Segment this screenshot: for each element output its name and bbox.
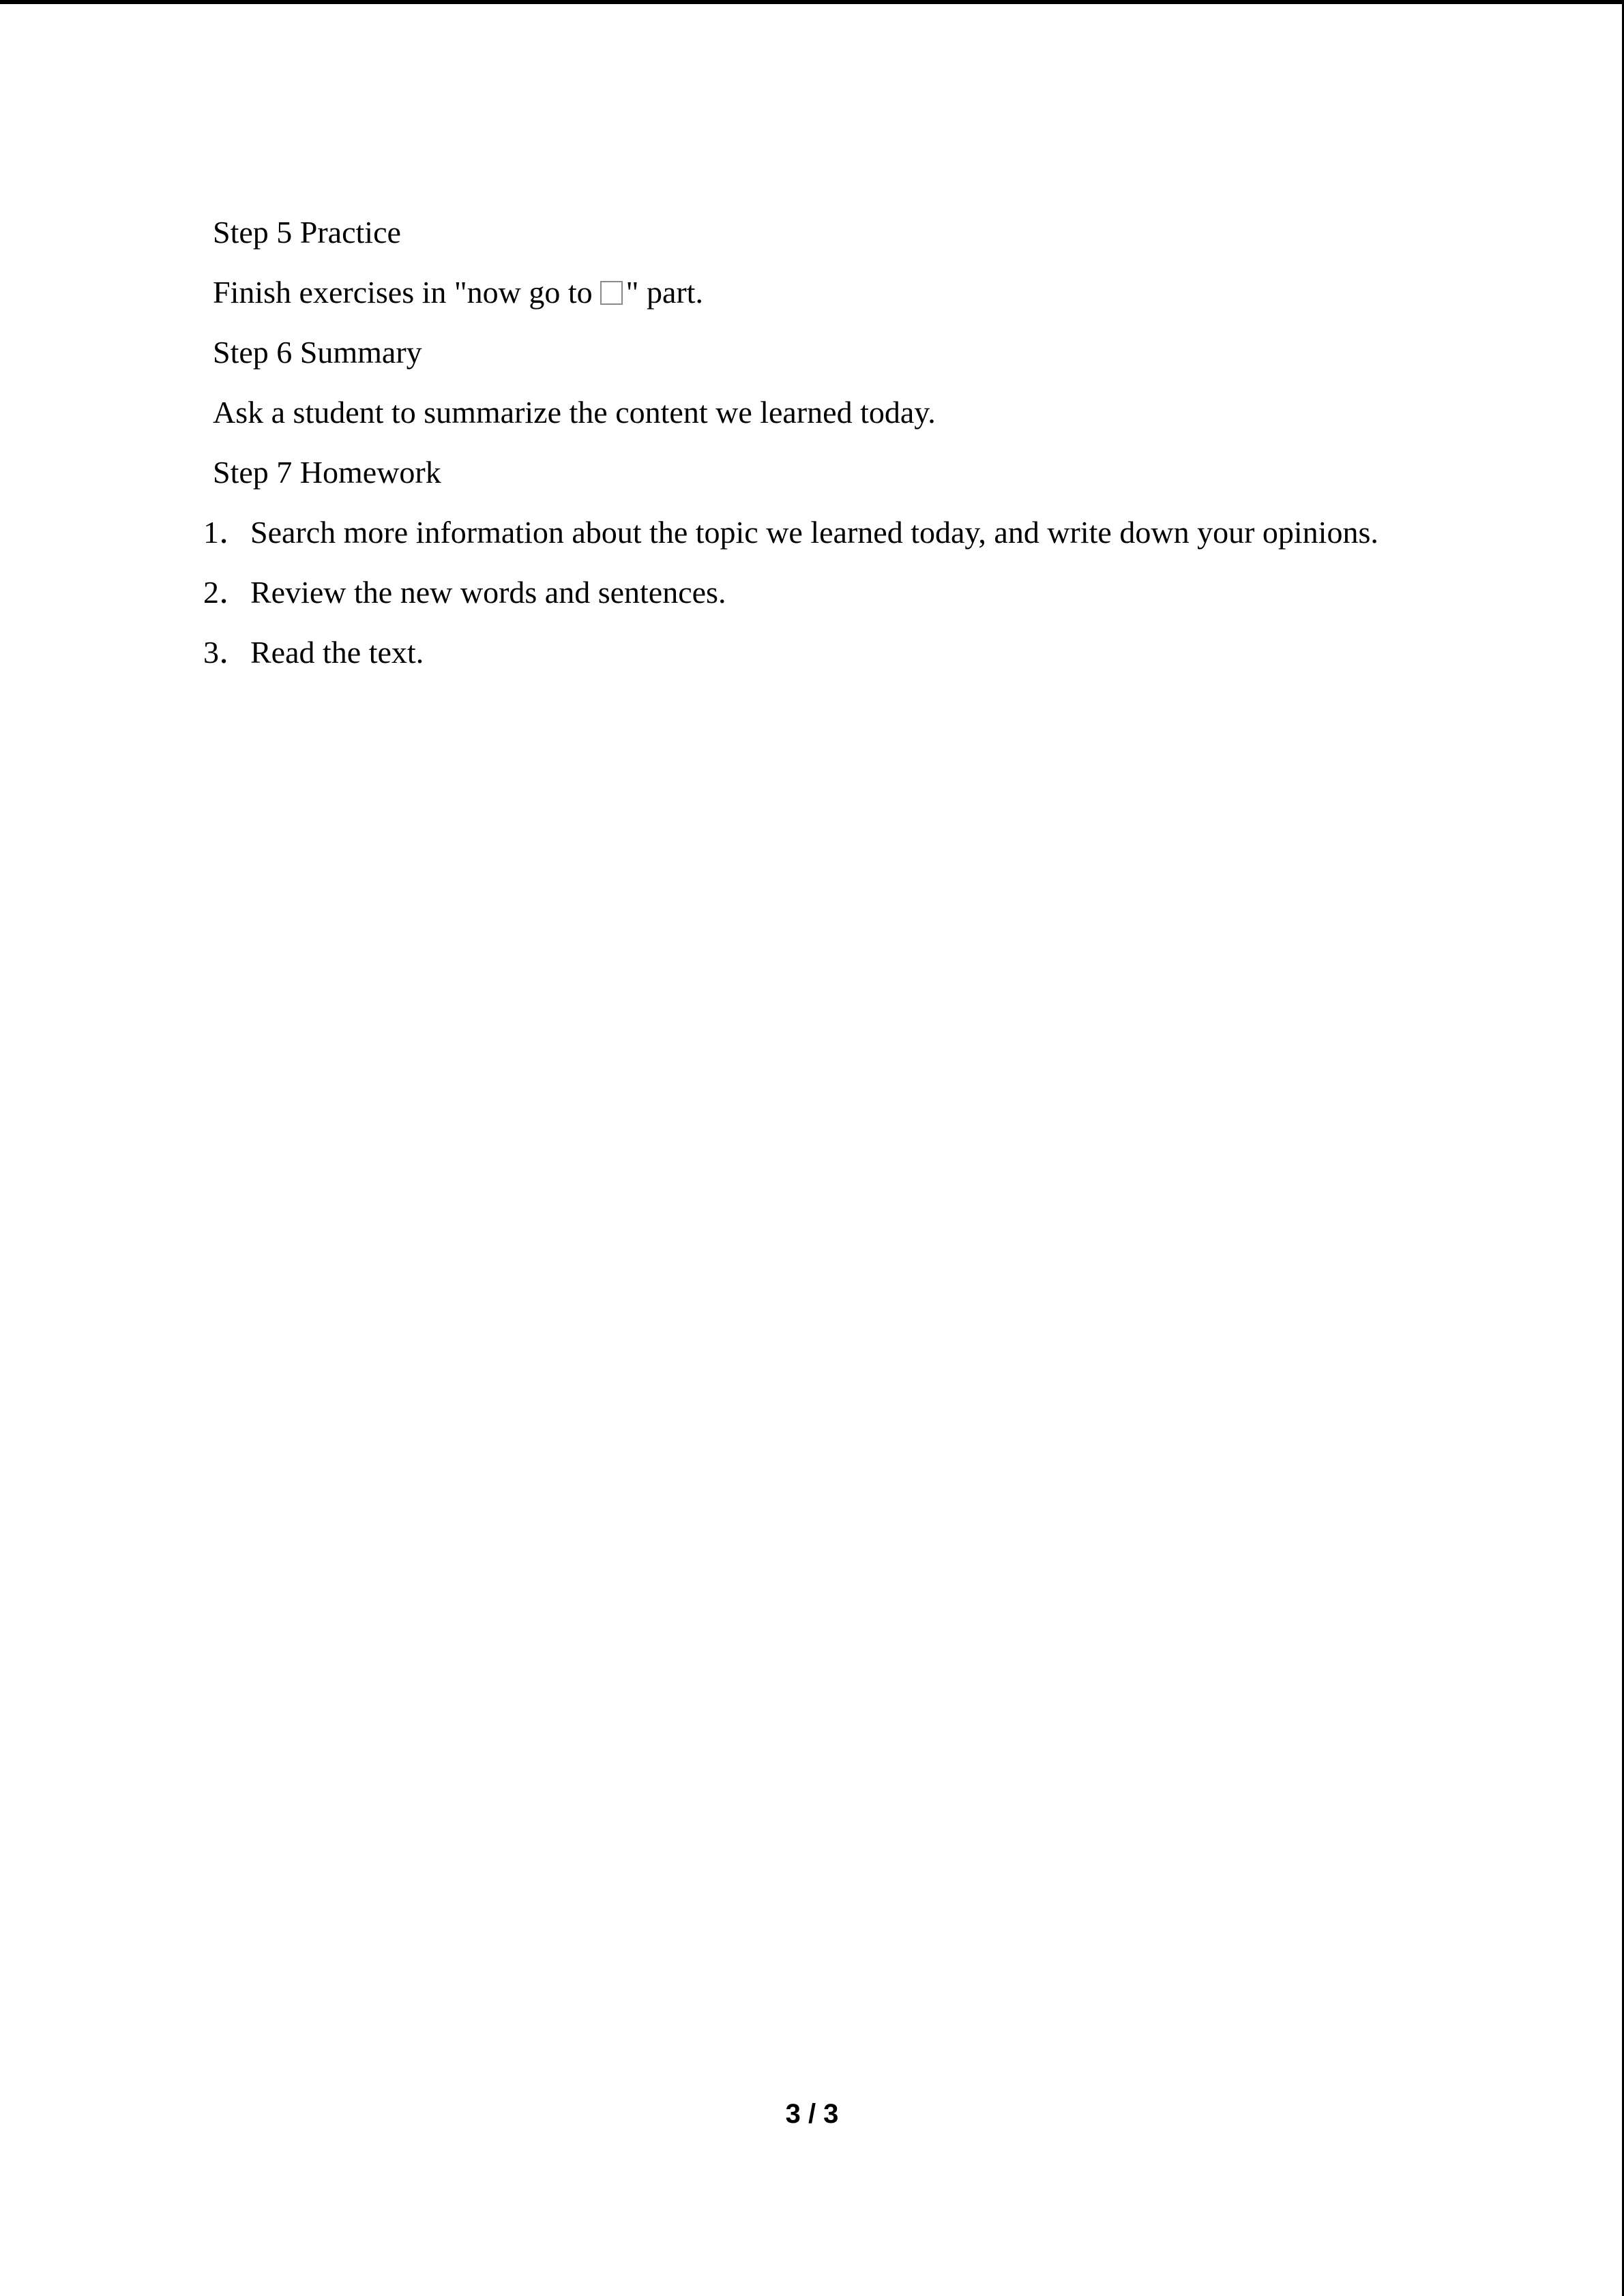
body-text: Ask a student to summarize the content we learned today. [213,395,936,430]
list-item-text: Read the text. [250,635,424,670]
homework-item-3 [203,623,1378,683]
list-item-text: Review the new words and sentences. [250,575,726,610]
scan-edge-top [0,0,1624,4]
line-finish-exercises [203,263,1378,323]
homework-item-2 [203,563,1378,623]
list-item-text: Search more information about the topic we learned today, and write down your opinions. [250,515,1378,550]
page-body-text [203,203,1378,683]
page-number-text: 3 / 3 [785,2099,839,2129]
text-segment-after-box: " part. [625,275,703,310]
line-step7-homework [203,443,1378,503]
step-heading-text: Step 6 Summary [213,335,422,370]
homework-item-1 [203,503,1378,563]
line-ask-student [203,383,1378,443]
list-number-marker: 1． [203,515,250,550]
list-number-marker: 2． [203,575,250,610]
list-number-marker: 3． [203,635,250,670]
text-segment-before-box: Finish exercises in "now go to [213,275,593,310]
line-step6-summary [203,323,1378,383]
line-step5-practice [203,203,1378,263]
page-number [0,2099,1624,2130]
step-heading-text: Step 7 Homework [213,455,441,490]
step-heading-text: Step 5 Practice [213,215,401,250]
missing-character-box-icon [600,281,623,305]
